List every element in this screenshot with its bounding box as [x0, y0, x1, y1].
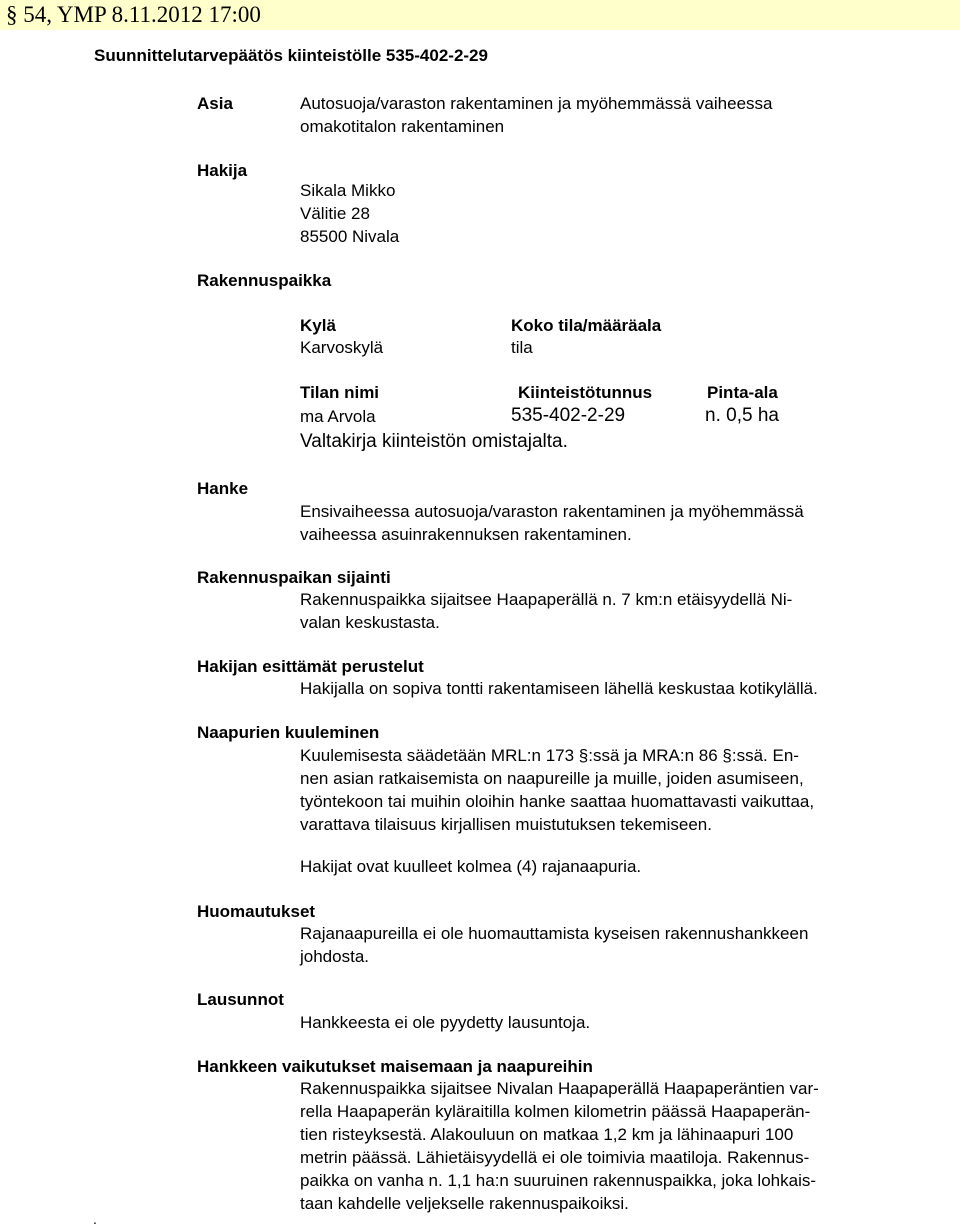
hanke-text [300, 500, 900, 546]
hakija-address [300, 179, 900, 248]
hakija-label: Hakija [197, 161, 248, 180]
naapurit-text [300, 744, 900, 836]
vaikutukset-line: taan kahdelle veljekselle rakennuspaikoiksi. [300, 1194, 629, 1213]
naapurit-heading: Naapurien kuuleminen [197, 723, 380, 742]
perustelut-heading: Hakijan esittämät perustelut [197, 657, 424, 676]
rakennuspaikka-label: Rakennuspaikka [197, 271, 332, 290]
kyla-value: Karvoskylä [300, 338, 384, 357]
hakija-line: 85500 Nivala [300, 227, 400, 246]
asia-text [300, 92, 900, 138]
pinta-ala-label: Pinta-ala [707, 383, 778, 402]
hanke-line: vaiheessa asuinrakennuksen rakentaminen. [300, 525, 632, 544]
hanke-label: Hanke [197, 479, 249, 498]
vaikutukset-line: paikka on vanha n. 1,1 ha:n suuruinen rakennuspaikka, joka lohkais- [300, 1171, 817, 1190]
kiinteistotunnus-label: Kiinteistötunnus [518, 383, 653, 402]
sijainti-heading: Rakennuspaikan sijainti [197, 568, 391, 587]
lausunnot-heading: Lausunnot [197, 990, 284, 1009]
sijainti-line: Rakennuspaikka sijaitsee Haapaperällä n. 7 km:n etäisyydellä Ni- [300, 590, 793, 609]
naapurit-line: Kuulemisesta säädetään MRL:n 173 §:ssä ja MRA:n 86 §:ssä. En- [300, 746, 799, 765]
hakija-line: Sikala Mikko [300, 181, 396, 200]
huomautukset-text [300, 922, 900, 968]
asia-line: omakotitalon rakentaminen [300, 117, 505, 136]
naapurit-line: työntekoon tai muihin oloihin hanke saattaa huomattavasti vaikuttaa, [300, 792, 815, 811]
hakija-line: Välitie 28 [300, 204, 370, 223]
asia-label: Asia [197, 94, 233, 113]
perustelut-text [300, 677, 900, 700]
perustelut-line: Hakijalla on sopiva tontti rakentamiseen lähellä keskustaa kotikylällä. [300, 679, 818, 698]
asia-line: Autosuoja/varaston rakentaminen ja myöhemmässä vaiheessa [300, 94, 773, 113]
vaikutukset-line: metrin päässä. Lähietäisyydellä ei ole toimivia maatiloja. Rakennus- [300, 1148, 810, 1167]
naapurit-extra: Hakijat ovat kuulleet kolmea (4) rajanaapuria. [300, 857, 642, 876]
vaikutukset-line: Rakennuspaikka sijaitsee Nivalan Haapaperällä Haapaperäntien var- [300, 1079, 819, 1098]
pinta-ala-value: n. 0,5 ha [705, 405, 779, 426]
valtakirja-note: Valtakirja kiinteistön omistajalta. [300, 431, 568, 452]
koko-label: Koko tila/määräala [511, 316, 662, 335]
vaikutukset-line: rella Haapaperän kyläraitilla kolmen kilometrin päässä Haapaperän- [300, 1102, 811, 1121]
tilan-nimi-label: Tilan nimi [300, 383, 380, 402]
footer-mark: . [93, 1211, 97, 1227]
koko-value: tila [511, 338, 533, 357]
vaikutukset-heading: Hankkeen vaikutukset maisemaan ja naapureihin [197, 1057, 593, 1076]
naapurit-line: nen asian ratkaisemista on naapureille ja muille, joiden asumiseen, [300, 769, 804, 788]
kyla-label: Kylä [300, 316, 336, 335]
hanke-line: Ensivaiheessa autosuoja/varaston rakentaminen ja myöhemmässä [300, 502, 804, 521]
kiinteistotunnus-value: 535-402-2-29 [511, 405, 626, 426]
page-title: Suunnittelutarvepäätös kiinteistölle 535-402-2-29 [94, 46, 488, 65]
sijainti-line: valan keskustasta. [300, 613, 440, 632]
huomautukset-line: Rajanaapureilla ei ole huomauttamista kyseisen rakennushankkeen [300, 924, 809, 943]
lausunnot-text [300, 1011, 900, 1034]
lausunnot-line: Hankkeesta ei ole pyydetty lausuntoja. [300, 1013, 591, 1032]
huomautukset-line: johdosta. [300, 947, 369, 966]
page-header: § 54, YMP 8.11.2012 17:00 [6, 2, 261, 27]
vaikutukset-text [300, 1077, 900, 1215]
naapurit-line: varattava tilaisuus kirjallisen muistutuksen tekemiseen. [300, 815, 712, 834]
vaikutukset-line: tien risteyksestä. Alakouluun on matkaa 1,2 km ja lähinaapuri 100 [300, 1125, 794, 1144]
sijainti-text [300, 588, 900, 634]
huomautukset-heading: Huomautukset [197, 902, 316, 921]
tilan-nimi-value: ma Arvola [300, 407, 376, 426]
